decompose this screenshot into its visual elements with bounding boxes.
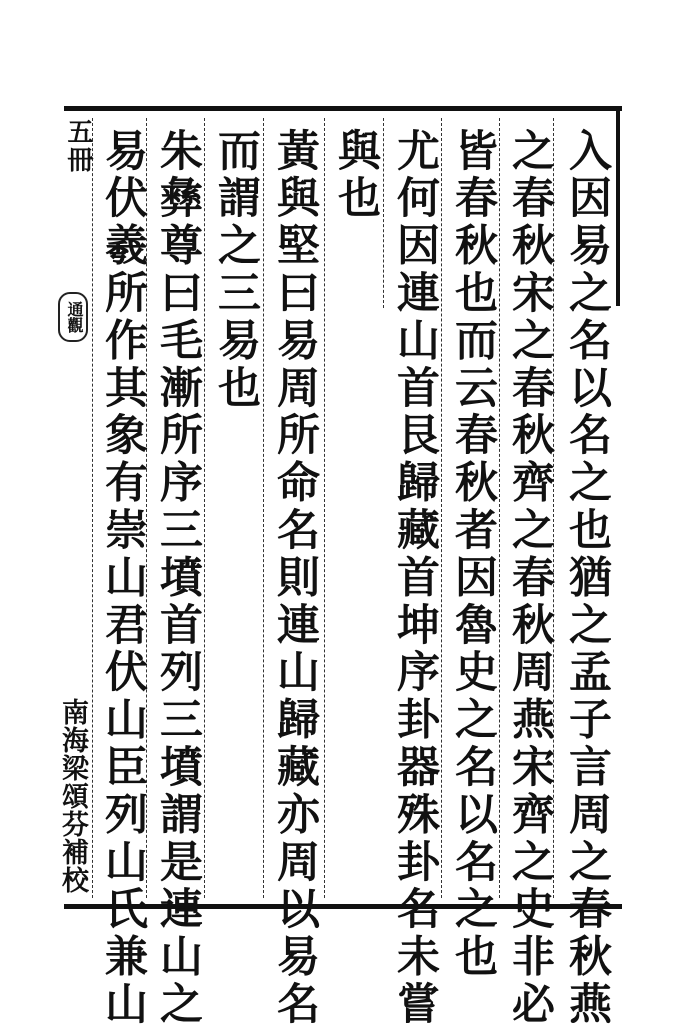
text-column-7: 而謂之三易也 xyxy=(211,128,261,413)
right-border xyxy=(616,106,620,306)
margin-title: 五冊 xyxy=(63,118,93,174)
column-divider xyxy=(263,118,264,898)
column-divider xyxy=(204,118,205,898)
column-divider xyxy=(499,118,500,898)
text-column-6: 黃與堅曰易周所命名則連山歸藏亦周以易名 xyxy=(270,128,320,1029)
text-column-1: 入因易之名以名之也猶之孟子言周之春秋燕 xyxy=(562,128,612,1029)
text-column-2: 之春秋宋之春秋齊之春秋周燕宋齊之史非必 xyxy=(505,128,555,1029)
column-divider xyxy=(92,118,93,898)
text-column-4: 尤何因連山首艮歸藏首坤序卦器殊卦名未嘗 xyxy=(390,128,440,1029)
text-column-5: 與也 xyxy=(331,128,381,223)
text-column-3: 皆春秋也而云春秋者因魯史之名以名之也 xyxy=(448,128,498,982)
text-column-9: 易伏羲所作其象有崇山君伏山臣列山氏兼山 xyxy=(98,128,148,1029)
column-divider xyxy=(441,118,442,898)
top-border xyxy=(64,106,622,111)
margin-mark: 通觀 xyxy=(58,292,88,342)
column-divider xyxy=(383,118,384,308)
text-column-8: 朱彝尊曰毛漸所序三墳首列三墳謂是連山之 xyxy=(153,128,203,1029)
proofreader-credit: 南海梁頌芬補校 xyxy=(57,698,88,894)
column-divider xyxy=(324,118,325,898)
